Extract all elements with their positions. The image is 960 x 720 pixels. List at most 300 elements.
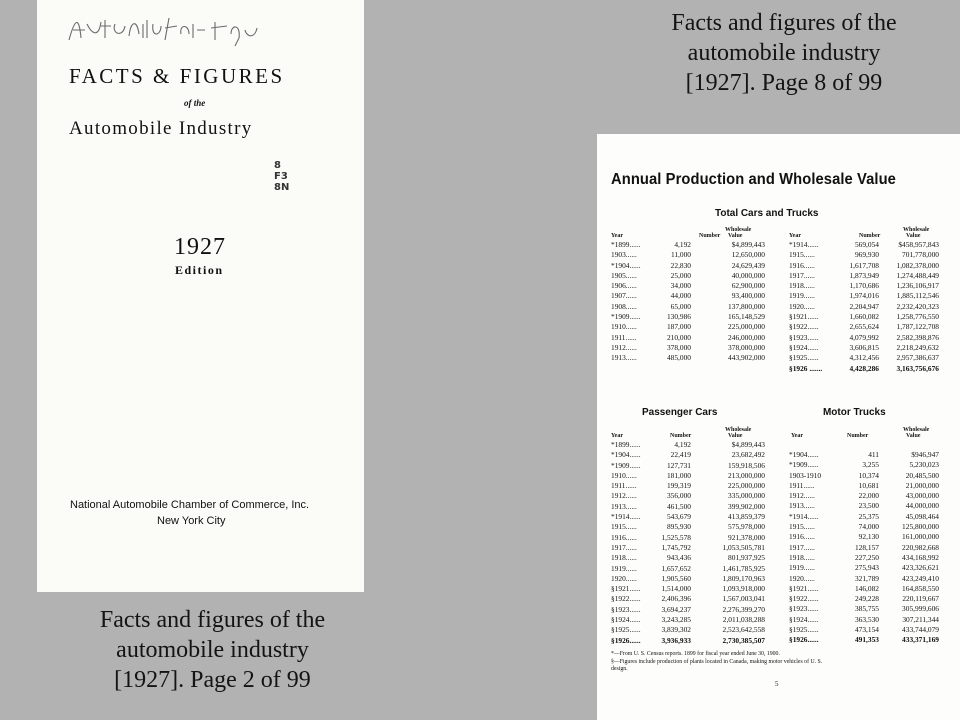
value-cell: 307,211,344 bbox=[902, 614, 939, 624]
number-cell: 44,000 bbox=[670, 291, 691, 301]
number-cell: 65,000 bbox=[670, 301, 691, 311]
table-row bbox=[611, 461, 771, 471]
year-cell: §1924...... bbox=[611, 615, 641, 625]
year-cell: 1907...... bbox=[611, 291, 637, 301]
table-row bbox=[611, 322, 771, 332]
year-cell: §1923...... bbox=[789, 332, 819, 342]
number-cell: 1,905,560 bbox=[661, 573, 691, 583]
number-header: Number bbox=[859, 233, 881, 239]
year-cell: 1912...... bbox=[611, 491, 637, 501]
stamp-line: 8N bbox=[274, 182, 290, 193]
value-cell: 701,778,000 bbox=[902, 250, 939, 260]
table-row bbox=[611, 291, 771, 301]
number-cell: 3,255 bbox=[862, 460, 879, 470]
year-header: Year bbox=[611, 433, 623, 439]
number-cell: 3,839,302 bbox=[661, 625, 691, 635]
table-row bbox=[789, 312, 939, 322]
number-cell: 249,228 bbox=[854, 594, 879, 604]
year-cell: §1926 ....... bbox=[789, 363, 823, 373]
table-row bbox=[611, 261, 771, 271]
number-cell: 2,655,624 bbox=[849, 322, 879, 332]
table-row bbox=[611, 564, 771, 574]
cover-city: New York City bbox=[157, 515, 226, 527]
year-cell: 1903-1910 bbox=[789, 470, 822, 480]
value-cell: $458,957,843 bbox=[898, 240, 939, 249]
number-cell: 3,694,237 bbox=[661, 604, 691, 614]
table-row bbox=[789, 281, 939, 291]
table-row bbox=[789, 302, 939, 312]
table-row bbox=[611, 343, 771, 353]
value-cell: 220,119,667 bbox=[902, 594, 939, 604]
table-row bbox=[611, 533, 771, 543]
trucks-section-title: Motor Trucks bbox=[823, 406, 886, 418]
table-row bbox=[789, 522, 939, 532]
number-cell: 22,000 bbox=[858, 491, 879, 501]
table-row bbox=[789, 250, 939, 260]
value-header: Value bbox=[906, 432, 921, 439]
number-cell: 2,406,396 bbox=[661, 594, 691, 604]
cover-title-line1: FACTS & FIGURES bbox=[69, 64, 285, 88]
year-cell: 1917...... bbox=[789, 270, 815, 280]
table-row bbox=[611, 553, 771, 563]
table-row bbox=[789, 512, 939, 522]
year-cell: 1919...... bbox=[611, 563, 637, 573]
value-cell: 3,163,756,676 bbox=[896, 363, 939, 373]
year-cell: §1921...... bbox=[789, 583, 819, 593]
number-cell: 1,873,949 bbox=[849, 270, 879, 280]
year-cell: 1911...... bbox=[611, 332, 637, 342]
footnotes bbox=[611, 651, 941, 674]
table-row bbox=[789, 333, 939, 343]
table-row bbox=[611, 471, 771, 481]
caption-line: Facts and figures of the bbox=[671, 10, 897, 36]
table-row bbox=[789, 364, 939, 374]
table-row bbox=[789, 460, 939, 470]
value-cell: 1,274,488,449 bbox=[896, 270, 939, 280]
number-cell: 1,514,000 bbox=[661, 584, 691, 594]
value-cell: $946,947 bbox=[911, 450, 939, 459]
cover-page-scan bbox=[37, 0, 364, 592]
value-cell: 423,326,621 bbox=[902, 563, 939, 573]
table-row bbox=[789, 291, 939, 301]
year-cell: §1923...... bbox=[789, 604, 819, 614]
value-cell: 2,276,399,270 bbox=[722, 604, 765, 614]
year-cell: §1922...... bbox=[611, 594, 641, 604]
number-cell: 34,000 bbox=[670, 281, 691, 291]
table-row bbox=[789, 625, 939, 635]
number-cell: 473,154 bbox=[854, 625, 879, 635]
value-cell: 575,978,000 bbox=[728, 522, 765, 532]
value-cell: 43,000,000 bbox=[905, 491, 939, 501]
table-row bbox=[611, 502, 771, 512]
value-cell: 164,858,550 bbox=[902, 583, 939, 593]
year-cell: 1908...... bbox=[611, 301, 637, 311]
year-cell: 1919...... bbox=[789, 291, 815, 301]
year-cell: 1915...... bbox=[789, 522, 815, 532]
number-cell: 23,500 bbox=[858, 501, 879, 511]
table-row bbox=[611, 636, 771, 646]
number-cell: 1,657,652 bbox=[661, 563, 691, 573]
table-row bbox=[789, 501, 939, 511]
value-cell: 2,582,398,876 bbox=[896, 332, 939, 342]
number-cell: 146,082 bbox=[854, 583, 879, 593]
table-row bbox=[789, 450, 939, 460]
number-cell: 227,250 bbox=[854, 552, 879, 562]
wholesale-header: Wholesale bbox=[903, 427, 930, 433]
value-cell: 921,378,000 bbox=[728, 532, 765, 542]
table-row bbox=[789, 553, 939, 563]
year-cell: 1916...... bbox=[789, 532, 815, 542]
table-row bbox=[611, 240, 771, 250]
year-cell: 1913...... bbox=[789, 501, 815, 511]
value-cell: $4,899,443 bbox=[731, 240, 765, 249]
year-cell: 1910...... bbox=[611, 470, 637, 480]
page-title: Annual Production and Wholesale Value bbox=[611, 171, 896, 188]
caption-page-8 bbox=[612, 8, 956, 98]
year-cell: §1925...... bbox=[611, 625, 641, 635]
value-cell: 5,230,023 bbox=[909, 460, 939, 470]
number-cell: 275,943 bbox=[854, 563, 879, 573]
table-row bbox=[611, 250, 771, 260]
caption-line: automobile industry bbox=[687, 40, 881, 66]
number-cell: 485,000 bbox=[666, 353, 691, 363]
value-header: Value bbox=[728, 232, 743, 239]
number-cell: 321,789 bbox=[854, 573, 879, 583]
year-cell: *1904...... bbox=[611, 260, 641, 270]
stamp-line: 8 bbox=[274, 160, 281, 171]
year-cell: 1903...... bbox=[611, 250, 637, 260]
year-cell: §1924...... bbox=[789, 342, 819, 352]
number-cell: 187,000 bbox=[666, 322, 691, 332]
table-row bbox=[611, 312, 771, 322]
wholesale-header: Wholesale bbox=[725, 427, 752, 433]
table-row bbox=[789, 635, 939, 645]
value-cell: 1,258,776,550 bbox=[896, 312, 939, 322]
year-cell: 1911...... bbox=[611, 481, 637, 491]
table-row bbox=[611, 625, 771, 635]
number-cell: 491,353 bbox=[854, 635, 879, 645]
value-cell: 45,098,464 bbox=[905, 511, 939, 521]
value-cell: 413,859,379 bbox=[728, 512, 765, 522]
number-cell: 569,054 bbox=[854, 240, 879, 249]
table-row bbox=[611, 615, 771, 625]
number-cell: 22,830 bbox=[670, 260, 691, 270]
value-cell: 2,232,420,323 bbox=[896, 301, 939, 311]
year-cell: *1909...... bbox=[611, 460, 641, 470]
table-row bbox=[789, 615, 939, 625]
caption-line: [1927]. Page 8 of 99 bbox=[685, 70, 883, 96]
table-row bbox=[789, 574, 939, 584]
total-table-left bbox=[611, 240, 771, 364]
year-cell: 1912...... bbox=[789, 491, 815, 501]
table-row bbox=[611, 281, 771, 291]
wholesale-header: Wholesale bbox=[903, 227, 930, 233]
caption-line: [1927]. Page 2 of 99 bbox=[114, 667, 311, 693]
table-row bbox=[611, 605, 771, 615]
value-cell: 1,567,003,041 bbox=[722, 594, 765, 604]
value-cell: 1,809,170,963 bbox=[722, 573, 765, 583]
year-cell: *1899...... bbox=[611, 440, 641, 449]
value-cell: 2,523,642,558 bbox=[722, 625, 765, 635]
table-row bbox=[611, 302, 771, 312]
value-cell: 434,168,992 bbox=[902, 552, 939, 562]
number-cell: 356,000 bbox=[666, 491, 691, 501]
year-cell: 1913...... bbox=[611, 501, 637, 511]
table-row bbox=[789, 604, 939, 614]
table-row bbox=[611, 353, 771, 363]
table-row bbox=[789, 471, 939, 481]
library-stamp bbox=[274, 160, 289, 193]
number-cell: 2,204,947 bbox=[849, 301, 879, 311]
value-cell: 21,000,000 bbox=[905, 480, 939, 490]
table-row bbox=[789, 543, 939, 553]
value-cell: 93,400,000 bbox=[731, 291, 765, 301]
number-cell: 4,428,286 bbox=[849, 363, 879, 373]
number-cell: 25,000 bbox=[670, 270, 691, 280]
table-row bbox=[789, 584, 939, 594]
year-cell: 1917...... bbox=[789, 542, 815, 552]
table-row bbox=[611, 491, 771, 501]
footnote-line: *—From U. S. Census reports. 1899 for fiscal year ended June 30, 1900. bbox=[611, 651, 780, 657]
value-cell: 137,800,000 bbox=[728, 301, 765, 311]
number-cell: 3,243,285 bbox=[661, 615, 691, 625]
table-row bbox=[611, 481, 771, 491]
production-table-page-scan bbox=[597, 134, 960, 720]
value-cell: $4,899,443 bbox=[731, 440, 765, 449]
year-cell: *1904...... bbox=[789, 450, 819, 459]
cover-year: 1927 bbox=[174, 234, 226, 260]
table-row bbox=[789, 353, 939, 363]
cover-title-of: of the bbox=[184, 98, 206, 108]
number-cell: 1,170,686 bbox=[849, 281, 879, 291]
number-cell: 461,500 bbox=[666, 501, 691, 511]
year-cell: *1904...... bbox=[611, 450, 641, 460]
number-header: Number bbox=[670, 433, 692, 439]
caption-line: automobile industry bbox=[116, 637, 309, 663]
number-cell: 11,000 bbox=[670, 250, 691, 260]
value-cell: 161,000,000 bbox=[902, 532, 939, 542]
table-row bbox=[789, 491, 939, 501]
number-header: Number bbox=[847, 433, 869, 439]
number-cell: 1,617,708 bbox=[849, 260, 879, 270]
value-header: Value bbox=[728, 432, 743, 439]
value-cell: 1,787,122,708 bbox=[896, 322, 939, 332]
value-cell: 125,800,000 bbox=[902, 522, 939, 532]
value-cell: 213,000,000 bbox=[728, 470, 765, 480]
number-cell: 378,000 bbox=[666, 342, 691, 352]
cover-edition: Edition bbox=[175, 263, 224, 277]
year-cell: *1909...... bbox=[789, 460, 819, 470]
passenger-table bbox=[611, 440, 771, 646]
year-cell: 1905...... bbox=[611, 270, 637, 280]
year-cell: 1918...... bbox=[789, 552, 815, 562]
value-cell: 443,902,000 bbox=[728, 353, 765, 363]
year-header: Year bbox=[791, 433, 803, 439]
year-cell: §1926...... bbox=[789, 635, 819, 645]
number-cell: 74,000 bbox=[858, 522, 879, 532]
value-cell: 165,148,529 bbox=[728, 312, 765, 322]
value-cell: 399,902,000 bbox=[728, 501, 765, 511]
value-cell: 159,918,506 bbox=[728, 460, 765, 470]
year-cell: 1915...... bbox=[789, 250, 815, 260]
table-row bbox=[611, 594, 771, 604]
value-cell: 225,000,000 bbox=[728, 481, 765, 491]
number-cell: 127,731 bbox=[666, 460, 691, 470]
number-cell: 128,157 bbox=[854, 542, 879, 552]
year-cell: *1914...... bbox=[789, 511, 819, 521]
number-cell: 363,530 bbox=[854, 614, 879, 624]
value-cell: 2,011,038,288 bbox=[722, 615, 765, 625]
table-row bbox=[611, 512, 771, 522]
value-cell: 2,218,249,632 bbox=[896, 342, 939, 352]
year-cell: §1925...... bbox=[789, 353, 819, 363]
value-cell: 246,000,000 bbox=[728, 332, 765, 342]
table-row bbox=[611, 333, 771, 343]
caption-line: Facts and figures of the bbox=[99, 607, 326, 633]
year-cell: §1926...... bbox=[611, 635, 641, 645]
number-cell: 22,419 bbox=[670, 450, 691, 460]
cover-publisher: National Automobile Chamber of Commerce, Inc. bbox=[70, 499, 310, 511]
value-cell: 44,000,000 bbox=[905, 501, 939, 511]
year-cell: 1906...... bbox=[611, 281, 637, 291]
value-cell: 1,236,106,917 bbox=[896, 281, 939, 291]
year-cell: *1914...... bbox=[611, 512, 641, 522]
year-cell: 1918...... bbox=[789, 281, 815, 291]
value-cell: 1,093,918,000 bbox=[722, 584, 765, 594]
number-cell: 4,079,992 bbox=[849, 332, 879, 342]
year-cell: §1922...... bbox=[789, 322, 819, 332]
total-table-right bbox=[789, 240, 939, 374]
year-header: Year bbox=[611, 233, 623, 239]
value-cell: 23,682,492 bbox=[731, 450, 765, 460]
year-cell: 1912...... bbox=[611, 342, 637, 352]
wholesale-header: Wholesale bbox=[725, 227, 752, 233]
cover-title-line2: Automobile Industry bbox=[69, 118, 253, 139]
number-cell: 943,436 bbox=[666, 553, 691, 563]
year-cell: 1919...... bbox=[789, 563, 815, 573]
total-section-title: Total Cars and Trucks bbox=[715, 207, 819, 219]
year-cell: 1910...... bbox=[611, 322, 637, 332]
footnote-line: design. bbox=[611, 666, 628, 672]
table-row bbox=[789, 563, 939, 573]
value-cell: 12,650,000 bbox=[731, 250, 765, 260]
value-cell: 1,053,505,781 bbox=[722, 542, 765, 552]
number-cell: 130,986 bbox=[666, 312, 691, 322]
year-cell: §1922...... bbox=[789, 594, 819, 604]
number-cell: 4,312,456 bbox=[849, 353, 879, 363]
number-cell: 4,192 bbox=[674, 440, 691, 449]
number-cell: 1,974,016 bbox=[849, 291, 879, 301]
number-cell: 4,192 bbox=[674, 240, 691, 249]
handwritten-annotation bbox=[65, 10, 265, 50]
year-cell: 1920...... bbox=[789, 301, 815, 311]
number-cell: 411 bbox=[868, 450, 879, 459]
passenger-section-title: Passenger Cars bbox=[642, 406, 718, 418]
number-header: Number bbox=[699, 233, 721, 239]
value-cell: 40,000,000 bbox=[731, 270, 765, 280]
value-cell: 305,999,606 bbox=[902, 604, 939, 614]
page-number: 5 bbox=[775, 680, 779, 688]
number-cell: 895,930 bbox=[666, 522, 691, 532]
value-cell: 62,900,000 bbox=[731, 281, 765, 291]
value-cell: 1,461,785,925 bbox=[722, 563, 765, 573]
year-cell: 1917...... bbox=[611, 542, 637, 552]
footnote-line: §—Figures include production of plants located in Canada, making motor vehicles of U. S. bbox=[611, 658, 823, 665]
value-header: Value bbox=[906, 232, 921, 239]
year-cell: 1920...... bbox=[611, 573, 637, 583]
table-row bbox=[789, 594, 939, 604]
stamp-line: F3 bbox=[274, 171, 288, 182]
value-cell: 20,485,500 bbox=[905, 470, 939, 480]
table-row bbox=[789, 322, 939, 332]
value-cell: 2,957,386,637 bbox=[896, 353, 939, 363]
number-cell: 969,930 bbox=[854, 250, 879, 260]
year-cell: §1921...... bbox=[611, 584, 641, 594]
value-cell: 378,000,000 bbox=[728, 342, 765, 352]
year-cell: §1924...... bbox=[789, 614, 819, 624]
table-row bbox=[611, 450, 771, 460]
table-row bbox=[611, 574, 771, 584]
year-header: Year bbox=[789, 233, 801, 239]
number-cell: 181,000 bbox=[666, 470, 691, 480]
year-cell: 1916...... bbox=[611, 532, 637, 542]
year-cell: *1914...... bbox=[789, 240, 819, 249]
number-cell: 92,130 bbox=[858, 532, 879, 542]
year-cell: *1899...... bbox=[611, 240, 641, 249]
trucks-table bbox=[789, 450, 939, 646]
table-row bbox=[611, 271, 771, 281]
number-cell: 10,374 bbox=[858, 470, 879, 480]
year-cell: §1923...... bbox=[611, 604, 641, 614]
table-row bbox=[611, 522, 771, 532]
number-cell: 543,679 bbox=[666, 512, 691, 522]
number-cell: 1,525,578 bbox=[661, 532, 691, 542]
table-row bbox=[789, 343, 939, 353]
year-cell: 1918...... bbox=[611, 553, 637, 563]
year-cell: 1913...... bbox=[611, 353, 637, 363]
number-cell: 3,936,933 bbox=[661, 635, 691, 645]
value-cell: 2,730,385,507 bbox=[722, 635, 765, 645]
year-cell: 1911...... bbox=[789, 480, 815, 490]
value-cell: 801,937,925 bbox=[728, 553, 765, 563]
table-row bbox=[789, 271, 939, 281]
number-cell: 10,681 bbox=[858, 480, 879, 490]
value-cell: 433,744,079 bbox=[902, 625, 939, 635]
number-cell: 1,660,082 bbox=[849, 312, 879, 322]
value-cell: 433,371,169 bbox=[902, 635, 939, 645]
year-cell: §1925...... bbox=[789, 625, 819, 635]
table-row bbox=[611, 440, 771, 450]
value-cell: 423,249,410 bbox=[902, 573, 939, 583]
value-cell: 225,000,000 bbox=[728, 322, 765, 332]
value-cell: 1,885,112,546 bbox=[896, 291, 939, 301]
year-cell: §1921...... bbox=[789, 312, 819, 322]
year-cell: 1915...... bbox=[611, 522, 637, 532]
table-row bbox=[611, 584, 771, 594]
table-row bbox=[611, 543, 771, 553]
value-cell: 335,000,000 bbox=[728, 491, 765, 501]
number-cell: 199,319 bbox=[666, 481, 691, 491]
number-cell: 1,745,792 bbox=[661, 542, 691, 552]
number-cell: 3,606,815 bbox=[849, 342, 879, 352]
year-cell: 1920...... bbox=[789, 573, 815, 583]
value-cell: 1,082,378,000 bbox=[896, 260, 939, 270]
year-cell: *1909...... bbox=[611, 312, 641, 322]
table-row bbox=[789, 532, 939, 542]
value-cell: 24,629,439 bbox=[731, 260, 765, 270]
value-cell: 220,982,668 bbox=[902, 542, 939, 552]
number-cell: 210,000 bbox=[666, 332, 691, 342]
